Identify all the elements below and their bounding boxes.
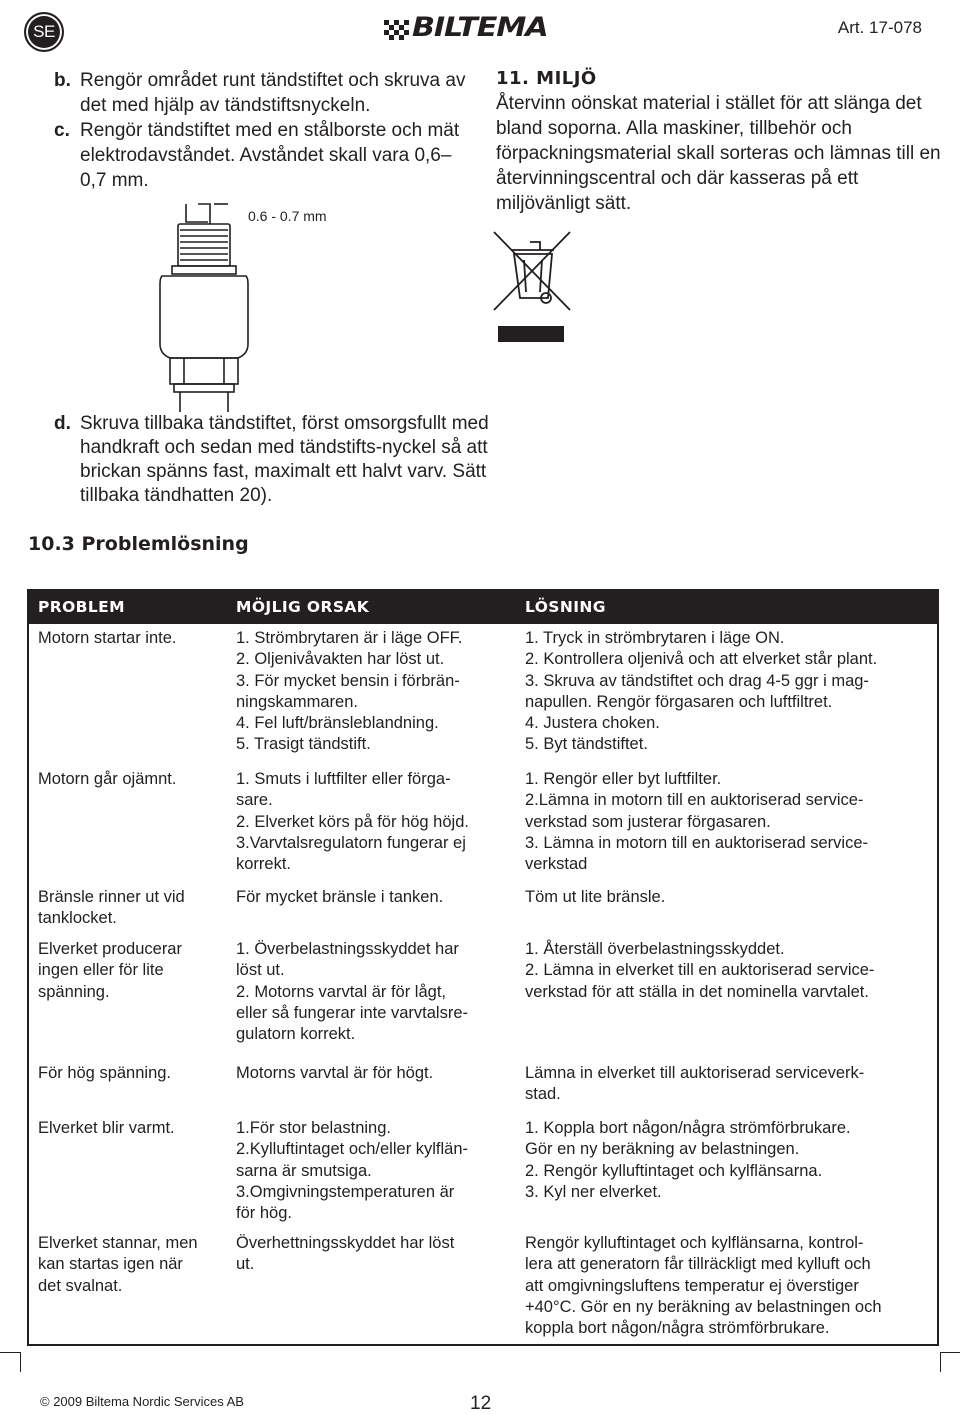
row-problem [38, 1063, 224, 1084]
cell-line: att omgivningsluftens temperatur ej överstiger [525, 1276, 859, 1295]
cell-line: 2.Kylluftintaget och/eller kylflän- [236, 1140, 469, 1159]
cell-line: 3.Omgivningstemperaturen är [236, 1182, 455, 1201]
step-d-text: Skruva tillbaka tändstiftet, först omsorgsfullt med handkraft och sedan med tändstifts-nyckel så att brickan spänns fast, maximalt ett halvt varv. Sätt tillbaka tändhatten 20). [80, 413, 489, 506]
row-solution [525, 1063, 935, 1106]
cell-line: 1. Koppla bort någon/några strömförbrukare. [525, 1119, 851, 1137]
cell-line: 1. Strömbrytaren är i läge OFF. [236, 629, 463, 647]
row-problem [38, 887, 224, 930]
copyright: © 2009 Biltema Nordic Services AB [40, 1394, 244, 1409]
cell-line: ut. [236, 1255, 255, 1274]
cell-line: det svalnat. [38, 1276, 123, 1295]
cell-line: 5. Trasigt tändstift. [236, 735, 371, 754]
cell-line: 2. Lämna in elverket till en auktoriserad service- [525, 961, 875, 980]
cell-line: stad. [525, 1085, 561, 1104]
cell-line: Överhettningsskyddet har löst [236, 1234, 455, 1252]
troubleshooting-table [27, 589, 939, 1346]
page-number: 12 [470, 1393, 492, 1414]
cell-line: Elverket producerar [38, 940, 182, 958]
row-cause [236, 939, 514, 1045]
cell-line: För mycket bränsle i tanken. [236, 888, 444, 906]
spark-plug-illustration [150, 194, 400, 412]
cell-line: Elverket blir varmt. [38, 1119, 175, 1137]
cell-line: 3.Varvtalsregulatorn fungerar ej [236, 833, 466, 852]
row-cause [236, 1063, 514, 1084]
cell-line: 3. För mycket bensin i förbrän- [236, 671, 460, 690]
header-problem: PROBLEM [38, 598, 125, 616]
cell-line: 1. Tryck in strömbrytaren i läge ON. [525, 629, 785, 647]
language-badge: SE [24, 12, 64, 52]
row-solution [525, 628, 935, 756]
cell-line: 1. Överbelastningsskyddet har [236, 940, 459, 958]
cell-line: Motorns varvtal är för högt. [236, 1064, 434, 1082]
environment-text: Återvinn oönskat material i stället för att slänga det bland soporna. Alla maskiner, tillbehör och förpackningsmaterial skall sorteras och lämnas till en återvinningscentral och där kasseras på ett miljövänligt sätt. [496, 93, 941, 214]
cell-line: verkstad för att ställa in det nominella varvtalet. [525, 982, 869, 1001]
row-problem [38, 1118, 224, 1139]
crop-mark [0, 1352, 20, 1353]
cell-line: Gör en ny beräkning av belastningen. [525, 1140, 800, 1159]
row-solution [525, 939, 935, 1003]
cell-line: 2. Motorns varvtal är för lågt, [236, 982, 446, 1001]
row-cause [236, 1233, 514, 1276]
step-c-text: Rengör tändstiftet med en stålborste och mät elektrodavståndet. Avståndet skall vara 0,6–0,7 mm. [80, 120, 460, 191]
cell-line: Lämna in elverket till auktoriserad serviceverk- [525, 1064, 865, 1082]
crop-mark [20, 1352, 21, 1372]
cell-line: för hög. [236, 1204, 292, 1223]
cell-line: 5. Byt tändstiftet. [525, 735, 648, 754]
cell-line: 2.Lämna in motorn till en auktoriserad service- [525, 791, 864, 810]
row-cause [236, 769, 514, 875]
cell-line: 1. Rengör eller byt luftfilter. [525, 770, 722, 788]
cell-line: 1.För stor belastning. [236, 1119, 391, 1137]
weee-crossed-bin-icon [492, 228, 574, 344]
maintenance-steps [54, 68, 474, 193]
cell-line: För hög spänning. [38, 1064, 172, 1082]
article-number: Art. 17-078 [837, 18, 922, 37]
cell-line: spänning. [38, 982, 110, 1001]
header-solution: LÖSNING [525, 598, 606, 616]
row-solution [525, 1118, 935, 1203]
crop-mark [940, 1352, 941, 1372]
step-b: b. Rengör området runt tändstiftet och skruva av det med hjälp av tändstiftsnyckeln. [54, 70, 466, 116]
header-cause: MÖJLIG ORSAK [236, 598, 370, 616]
cell-line: 2. Kontrollera oljenivå och att elverket står plant. [525, 650, 878, 669]
cell-line: ingen eller för lite [38, 961, 164, 980]
row-problem [38, 1233, 224, 1297]
step-b-text: Rengör området runt tändstiftet och skruva av det med hjälp av tändstiftsnyckeln. [80, 70, 466, 116]
cell-line: 1. Smuts i luftfilter eller förga- [236, 770, 451, 788]
row-cause [236, 1118, 514, 1224]
cell-line: Motorn går ojämnt. [38, 770, 177, 788]
cell-line: Rengör kylluftintaget och kylflänsarna, kontrol- [525, 1234, 864, 1252]
cell-line: korrekt. [236, 855, 292, 874]
cell-line: gulatorn korrekt. [236, 1025, 356, 1044]
row-problem [38, 628, 224, 649]
cell-line: 3. Lämna in motorn till en auktoriserad service- [525, 833, 868, 852]
row-problem [38, 939, 224, 1003]
cell-line: 3. Kyl ner elverket. [525, 1182, 662, 1201]
cell-line: kan startas igen när [38, 1255, 183, 1274]
gap-label: 0.6 - 0.7 mm [248, 208, 327, 224]
cell-line: tanklocket. [38, 909, 117, 928]
cell-line: 2. Elverket körs på för hög höjd. [236, 812, 469, 831]
cell-line: 1. Återställ överbelastningsskyddet. [525, 940, 785, 958]
cell-line: löst ut. [236, 961, 285, 980]
cell-line: verkstad som justerar förgasaren. [525, 812, 771, 831]
cell-line: Bränsle rinner ut vid [38, 888, 185, 906]
cell-line: 3. Skruva av tändstiftet och drag 4-5 ggr i mag- [525, 671, 869, 690]
cell-line: 4. Fel luft/bränsleblandning. [236, 714, 439, 733]
row-cause [236, 628, 514, 756]
row-solution [525, 887, 935, 908]
cell-line: 4. Justera choken. [525, 714, 660, 733]
table-header [29, 591, 937, 624]
row-solution [525, 1233, 935, 1339]
step-c: c. Rengör tändstiftet med en stålborste och mät elektrodavståndet. Avståndet skall vara 0,6–0,7 mm. [54, 120, 460, 191]
cell-line: Elverket stannar, men [38, 1234, 198, 1252]
cell-line: koppla bort någon/några strömförbrukare. [525, 1319, 830, 1338]
cell-line: 2. Rengör kylluftintaget och kylflänsarna. [525, 1161, 823, 1180]
cell-line: Motorn startar inte. [38, 629, 177, 647]
environment-title: 11. MILJÖ [496, 68, 597, 89]
cell-line: 2. Oljenivåvakten har löst ut. [236, 650, 445, 669]
cell-line: eller så fungerar inte varvtalsre- [236, 1003, 469, 1022]
cell-line: +40°C. Gör en ny beräkning av belastningen och [525, 1297, 882, 1316]
cell-line: verkstad [525, 855, 588, 874]
brand-name: BILTEMA [412, 12, 548, 43]
cell-line: sarna är smutsiga. [236, 1161, 372, 1180]
environment-section [496, 66, 946, 216]
cell-line: Töm ut lite bränsle. [525, 888, 666, 906]
cell-line: napullen. Rengör förgasaren och luftfiltret. [525, 692, 833, 711]
cell-line: sare. [236, 791, 273, 810]
row-cause [236, 887, 514, 908]
step-d: d. Skruva tillbaka tändstiftet, först omsorgsfullt med handkraft och sedan med tändstifts-nyckel så att brickan spänns fast, maximalt ett halvt varv. Sätt tillbaka tändhatten 20). [54, 413, 489, 506]
cell-line: lera att generatorn får tillräckligt med kylluft och [525, 1255, 871, 1274]
cell-line: ningskammaren. [236, 692, 358, 711]
troubleshooting-title: 10.3 Problemlösning [28, 533, 249, 555]
row-solution [525, 769, 935, 875]
crop-mark [940, 1352, 960, 1353]
row-problem [38, 769, 224, 790]
